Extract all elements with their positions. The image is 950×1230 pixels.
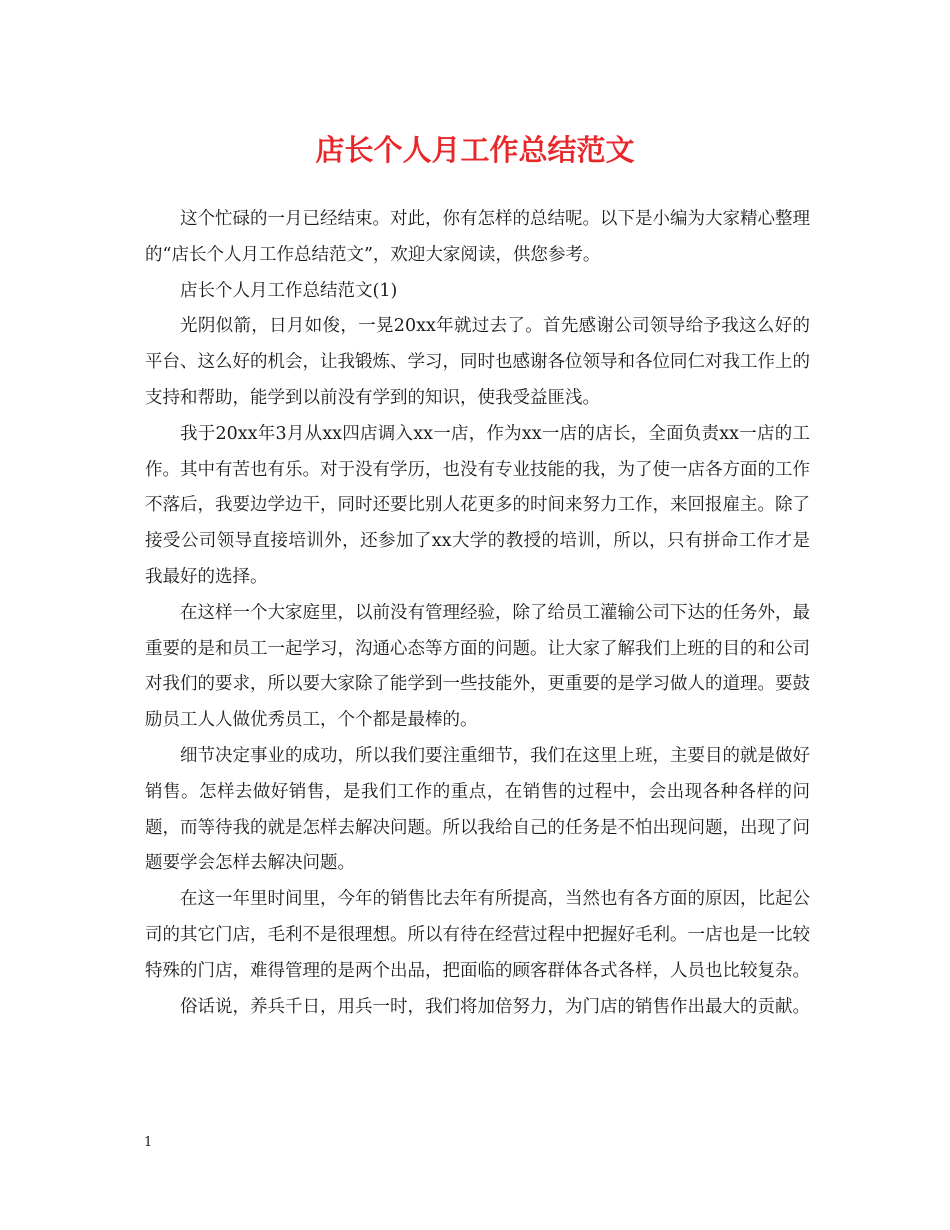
paragraph: 我于20xx年3月从xx四店调入xx一店，作为xx一店的店长，全面负责xx一店的工作。其中有苦也有乐。对于没有学历，也没有专业技能的我，为了使一店各方面的工作不落后，我要边学边干，同时还要比别人花更多的时间来努力工作，来回报雇主。除了接受公司领导直接培训外，还参加了xx大学的教授的培训，所以，只有拼命工作才是我最好的选择。 — [145, 423, 810, 587]
paragraph: 在这样一个大家庭里，以前没有管理经验，除了给员工灌输公司下达的任务外，最重要的是和员工一起学习，沟通心态等方面的问题。让大家了解我们上班的目的和公司对我们的要求，所以要大家除了能学到一些技能外，更重要的是学习做人的道理。要鼓励员工人人做优秀员工，个个都是最棒的。 — [145, 602, 810, 731]
paragraph: 细节决定事业的成功，所以我们要注重细节，我们在这里上班，主要目的就是做好销售。怎样去做好销售，是我们工作的重点，在销售的过程中，会出现各种各样的问题，而等待我的就是怎样去解决问题。所以我给自己的任务是不怕出现问题，出现了问题要学会怎样去解决问题。 — [145, 745, 810, 874]
paragraph-intro: 这个忙碌的一月已经结束。对此，你有怎样的总结呢。以下是小编为大家精心整理的“店长个人月工作总结范文”，欢迎大家阅读，供您参考。 — [145, 209, 810, 265]
document-body — [145, 202, 810, 1025]
paragraph: 光阴似箭，日月如俊，一晃20xx年就过去了。首先感谢公司领导给予我这么好的平台、这么好的机会，让我锻炼、学习，同时也感谢各位领导和各位同仁对我工作上的支持和帮助，能学到以前没有学到的知识，使我受益匪浅。 — [145, 316, 810, 408]
page-number: 1 — [144, 1135, 153, 1150]
paragraph: 俗话说，养兵千日，用兵一时，我们将加倍努力，为门店的销售作出最大的贡献。 — [180, 996, 810, 1017]
paragraph-subtitle: 店长个人月工作总结范文(1) — [180, 280, 398, 301]
document-title: 店长个人月工作总结范文 — [315, 133, 635, 167]
paragraph: 在这一年里时间里，今年的销售比去年有所提高，当然也有各方面的原因，比起公司的其它门店，毛利不是很理想。所以有待在经营过程中把握好毛利。一店也是一比较特殊的门店，难得管理的是两个出品，把面临的顾客群体各式各样，人员也比较复杂。 — [145, 889, 810, 981]
